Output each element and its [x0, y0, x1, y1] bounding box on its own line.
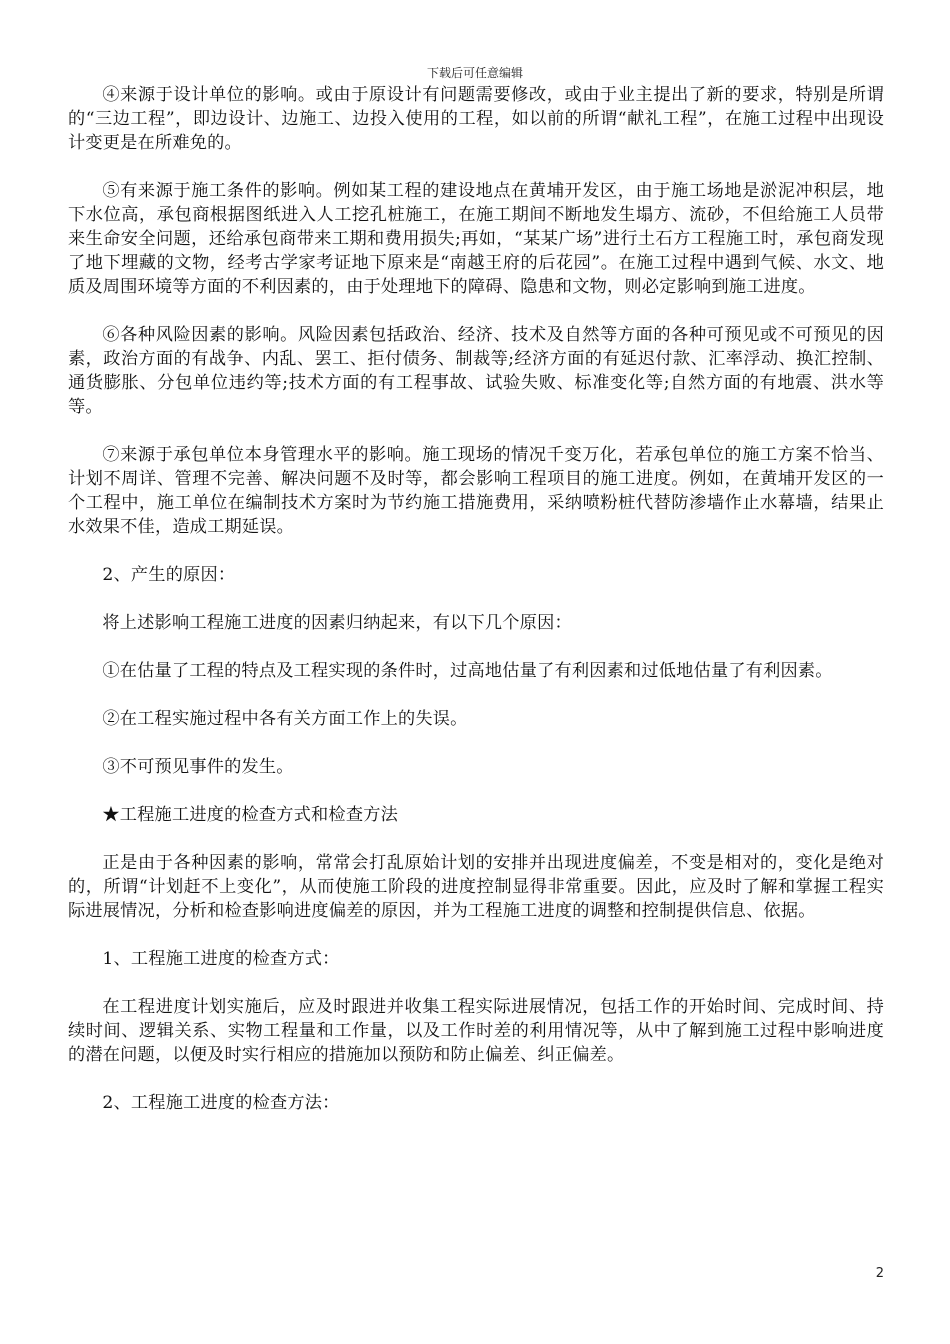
section-heading-inspection-modes: 1、工程施工进度的检查方式：: [102, 949, 340, 969]
list-item-cause-3: ③不可预见事件的发生。: [102, 757, 294, 777]
page-number: 2: [875, 1266, 884, 1281]
list-item-cause-2: ②在工程实施过程中各有关方面工作上的失误。: [102, 709, 468, 729]
section-heading-inspection: ★工程施工进度的检查方式和检查方法: [102, 805, 398, 825]
paragraph-design-unit-influence: ④来源于设计单位的影响。或由于原设计有问题需要修改，或由于业主提出了新的要求，特别是所谓的“三边工程”，即边设计、边施工、边投入使用的工程，如以前的所谓“献礼工程”，在施工过程中出现设计变更是在所难免的。: [68, 85, 884, 153]
paragraph-inspection-intro: 正是由于各种因素的影响，常常会打乱原始计划的安排并出现进度偏差，不变是相对的，变化是绝对的，所谓“计划赶不上变化”，从而使施工阶段的进度控制显得非常重要。因此，应及时了解和掌握工程实际进展情况，分析和检查影响进度偏差的原因，并为工程施工进度的调整和控制提供信息、依据。: [68, 853, 884, 921]
paragraph-risk-factors: ⑥各种风险因素的影响。风险因素包括政治、经济、技术及自然等方面的各种可预见或不可预见的因素，政治方面的有战争、内乱、罢工、拒付债务、制裁等;经济方面的有延迟付款、汇率浮动、换汇控制、通货膨胀、分包单位违约等;技术方面的有工程事故、试验失败、标准变化等;自然方面的有地震、洪水等等。: [68, 325, 884, 417]
paragraph-contractor-management: ⑦来源于承包单位本身管理水平的影响。施工现场的情况千变万化，若承包单位的施工方案不恰当、计划不周详、管理不完善、解决问题不及时等，都会影响工程项目的施工进度。例如，在黄埔开发区的一个工程中，施工单位在编制技术方案时为节约施工措施费用，采纳喷粉桩代替防渗墙作止水幕墙，结果止水效果不佳，造成工期延误。: [68, 445, 884, 537]
section-heading-causes: 2、产生的原因：: [102, 565, 236, 585]
section-heading-inspection-methods: 2、工程施工进度的检查方法：: [102, 1093, 340, 1113]
header-note: 下载后可任意编辑: [426, 66, 523, 80]
paragraph-causes-intro: 将上述影响工程施工进度的因素归纳起来，有以下几个原因：: [102, 613, 572, 633]
paragraph-construction-conditions: ⑤有来源于施工条件的影响。例如某工程的建设地点在黄埔开发区，由于施工场地是淤泥冲积层，地下水位高，承包商根据图纸进入人工挖孔桩施工，在施工期间不断地发生塌方、流砂，不但给施工人员带来生命安全问题，还给承包商带来工期和费用损失;再如，“某某广场”进行土石方工程施工时，承包商发现了地下埋藏的文物，经考古学家考证地下原来是“南越王府的后花园”。在施工过程中遇到气候、水文、地质及周围环境等方面的不利因素的，由于处理地下的障碍、隐患和文物，则必定影响到施工进度。: [68, 181, 884, 297]
document-body: [68, 83, 884, 1139]
list-item-cause-1: ①在估量了工程的特点及工程实现的条件时，过高地估量了有利因素和过低地估量了有利因素。: [102, 661, 833, 681]
paragraph-inspection-modes: 在工程进度计划实施后，应及时跟进并收集工程实际进展情况，包括工作的开始时间、完成时间、持续时间、逻辑关系、实物工程量和工作量，以及工作时差的利用情况等，从中了解到施工过程中影响进度的潜在问题，以便及时实行相应的措施加以预防和防止偏差、纠正偏差。: [68, 997, 884, 1065]
